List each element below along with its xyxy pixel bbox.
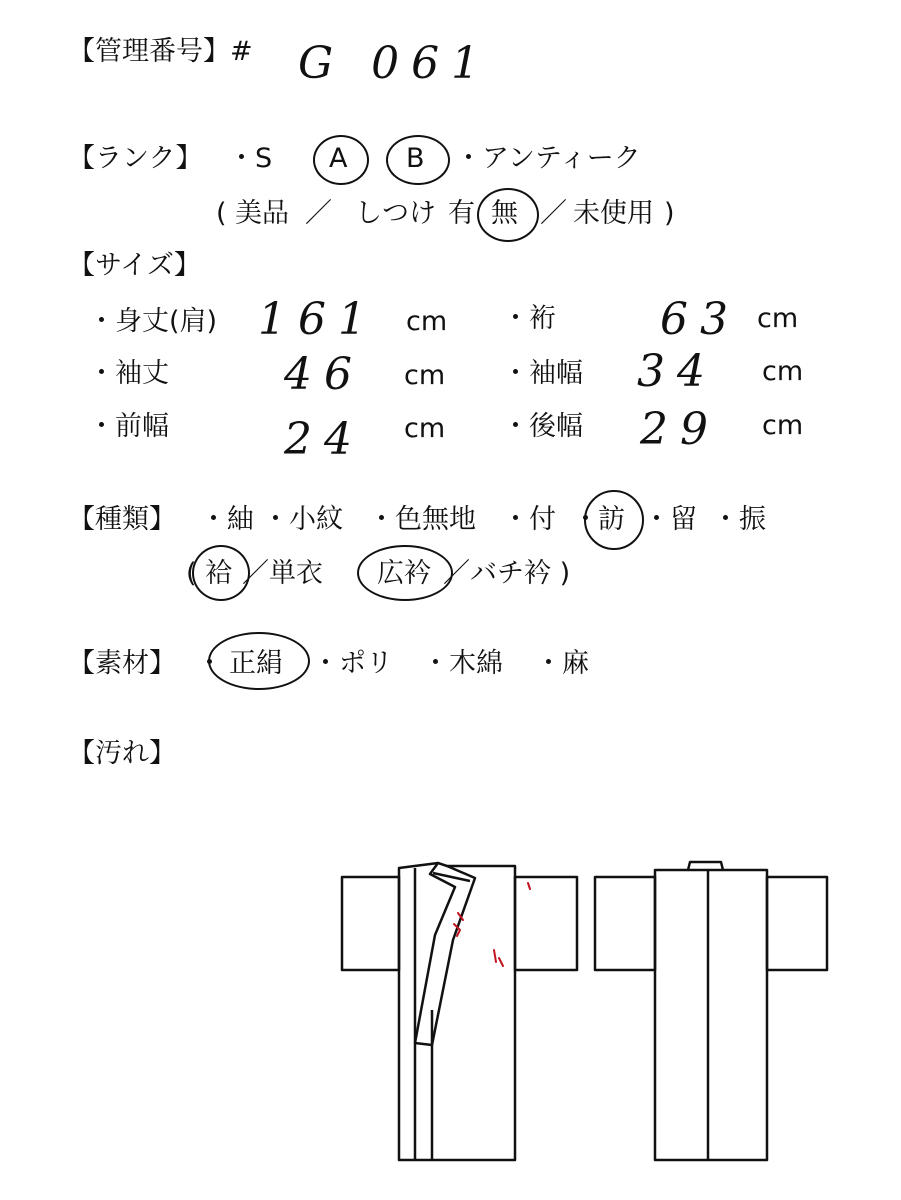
size-shoulder-length-label: ・身丈(肩): [88, 306, 218, 337]
kind-iromuji: ・色無地: [368, 504, 476, 535]
size-shoulder-length-value: 161: [258, 294, 378, 345]
rank-sep2: ／: [540, 198, 567, 229]
front-collar: [415, 863, 475, 1045]
size-sleeve-width-value: 34: [637, 346, 717, 397]
management-label: 【管理番号】#: [68, 36, 253, 67]
size-front-width-label: ・前幅: [88, 411, 169, 442]
size-yuki-label: ・裄: [502, 303, 556, 334]
rank-none: 無: [491, 198, 518, 229]
stain-marks: [454, 883, 530, 966]
kind-komon: ・小紋: [262, 504, 343, 535]
size-back-width-unit: cm: [762, 410, 804, 441]
kind-hitoe: ／単衣: [242, 558, 323, 589]
material-label: 【素材】: [68, 648, 176, 679]
front-right-sleeve: [515, 877, 577, 970]
kimono-back-diagram: [595, 862, 827, 1160]
rank-b: B: [406, 143, 425, 174]
back-right-sleeve: [767, 877, 827, 970]
rank-unused: 未使用: [573, 198, 654, 229]
kind-tsumugi: ・紬: [200, 504, 254, 535]
size-yuki-unit: cm: [757, 303, 799, 334]
material-cotton: ・木綿: [422, 648, 503, 679]
rank-sep1: ／: [305, 198, 332, 229]
kind-dot: ・: [572, 504, 599, 535]
size-shoulder-length-unit: cm: [406, 306, 448, 337]
kind-hiroeri: 広衿: [377, 558, 431, 589]
material-hemp: ・麻: [535, 648, 589, 679]
size-label: 【サイズ】: [68, 250, 201, 281]
rank-open-paren: (: [216, 198, 227, 229]
rank-antique: ・アンティーク: [455, 143, 641, 174]
size-sleeve-width-unit: cm: [762, 356, 804, 387]
size-back-width-label: ・後幅: [502, 411, 583, 442]
rank-beauty: 美品: [235, 198, 289, 229]
material-shoken: 正絹: [229, 648, 283, 679]
kind-furi: ・振: [712, 504, 766, 535]
rank-close-paren: ): [664, 198, 675, 229]
kimono-front-diagram: [342, 863, 577, 1160]
kind-houmon: 訪: [598, 504, 625, 535]
rank-basting: しつけ: [355, 198, 436, 229]
rank-label: 【ランク】: [68, 143, 203, 174]
material-poly: ・ポリ: [312, 648, 393, 679]
kind-tsuke: ・付: [502, 504, 556, 535]
size-sleeve-length-value: 46: [284, 349, 364, 400]
stain-mark-3: [494, 950, 503, 966]
size-sleeve-length-label: ・袖丈: [88, 358, 169, 389]
size-front-width-unit: cm: [404, 413, 446, 444]
size-sleeve-width-label: ・袖幅: [502, 358, 583, 389]
front-left-sleeve: [342, 877, 399, 970]
size-yuki-value: 63: [660, 294, 740, 345]
management-number: G 061: [298, 38, 492, 89]
rank-yes: 有: [448, 198, 475, 229]
kind-label: 【種類】: [68, 504, 176, 535]
kind-awase: 袷: [205, 558, 232, 589]
back-left-sleeve: [595, 877, 655, 970]
kind-open-paren: (: [186, 558, 197, 589]
size-back-width-value: 29: [640, 404, 720, 455]
kind-bachieri: ／バチ衿 ): [443, 558, 571, 589]
front-body: [399, 863, 515, 1160]
back-body: [655, 870, 767, 1160]
size-sleeve-length-unit: cm: [404, 360, 446, 391]
kind-tome: ・留: [643, 504, 697, 535]
material-dot: ・: [196, 648, 223, 679]
rank-s: ・S: [228, 143, 273, 174]
stain-label: 【汚れ】: [68, 738, 176, 769]
stain-mark-1: [528, 883, 530, 889]
size-front-width-value: 24: [284, 414, 364, 465]
rank-a: A: [329, 143, 348, 174]
